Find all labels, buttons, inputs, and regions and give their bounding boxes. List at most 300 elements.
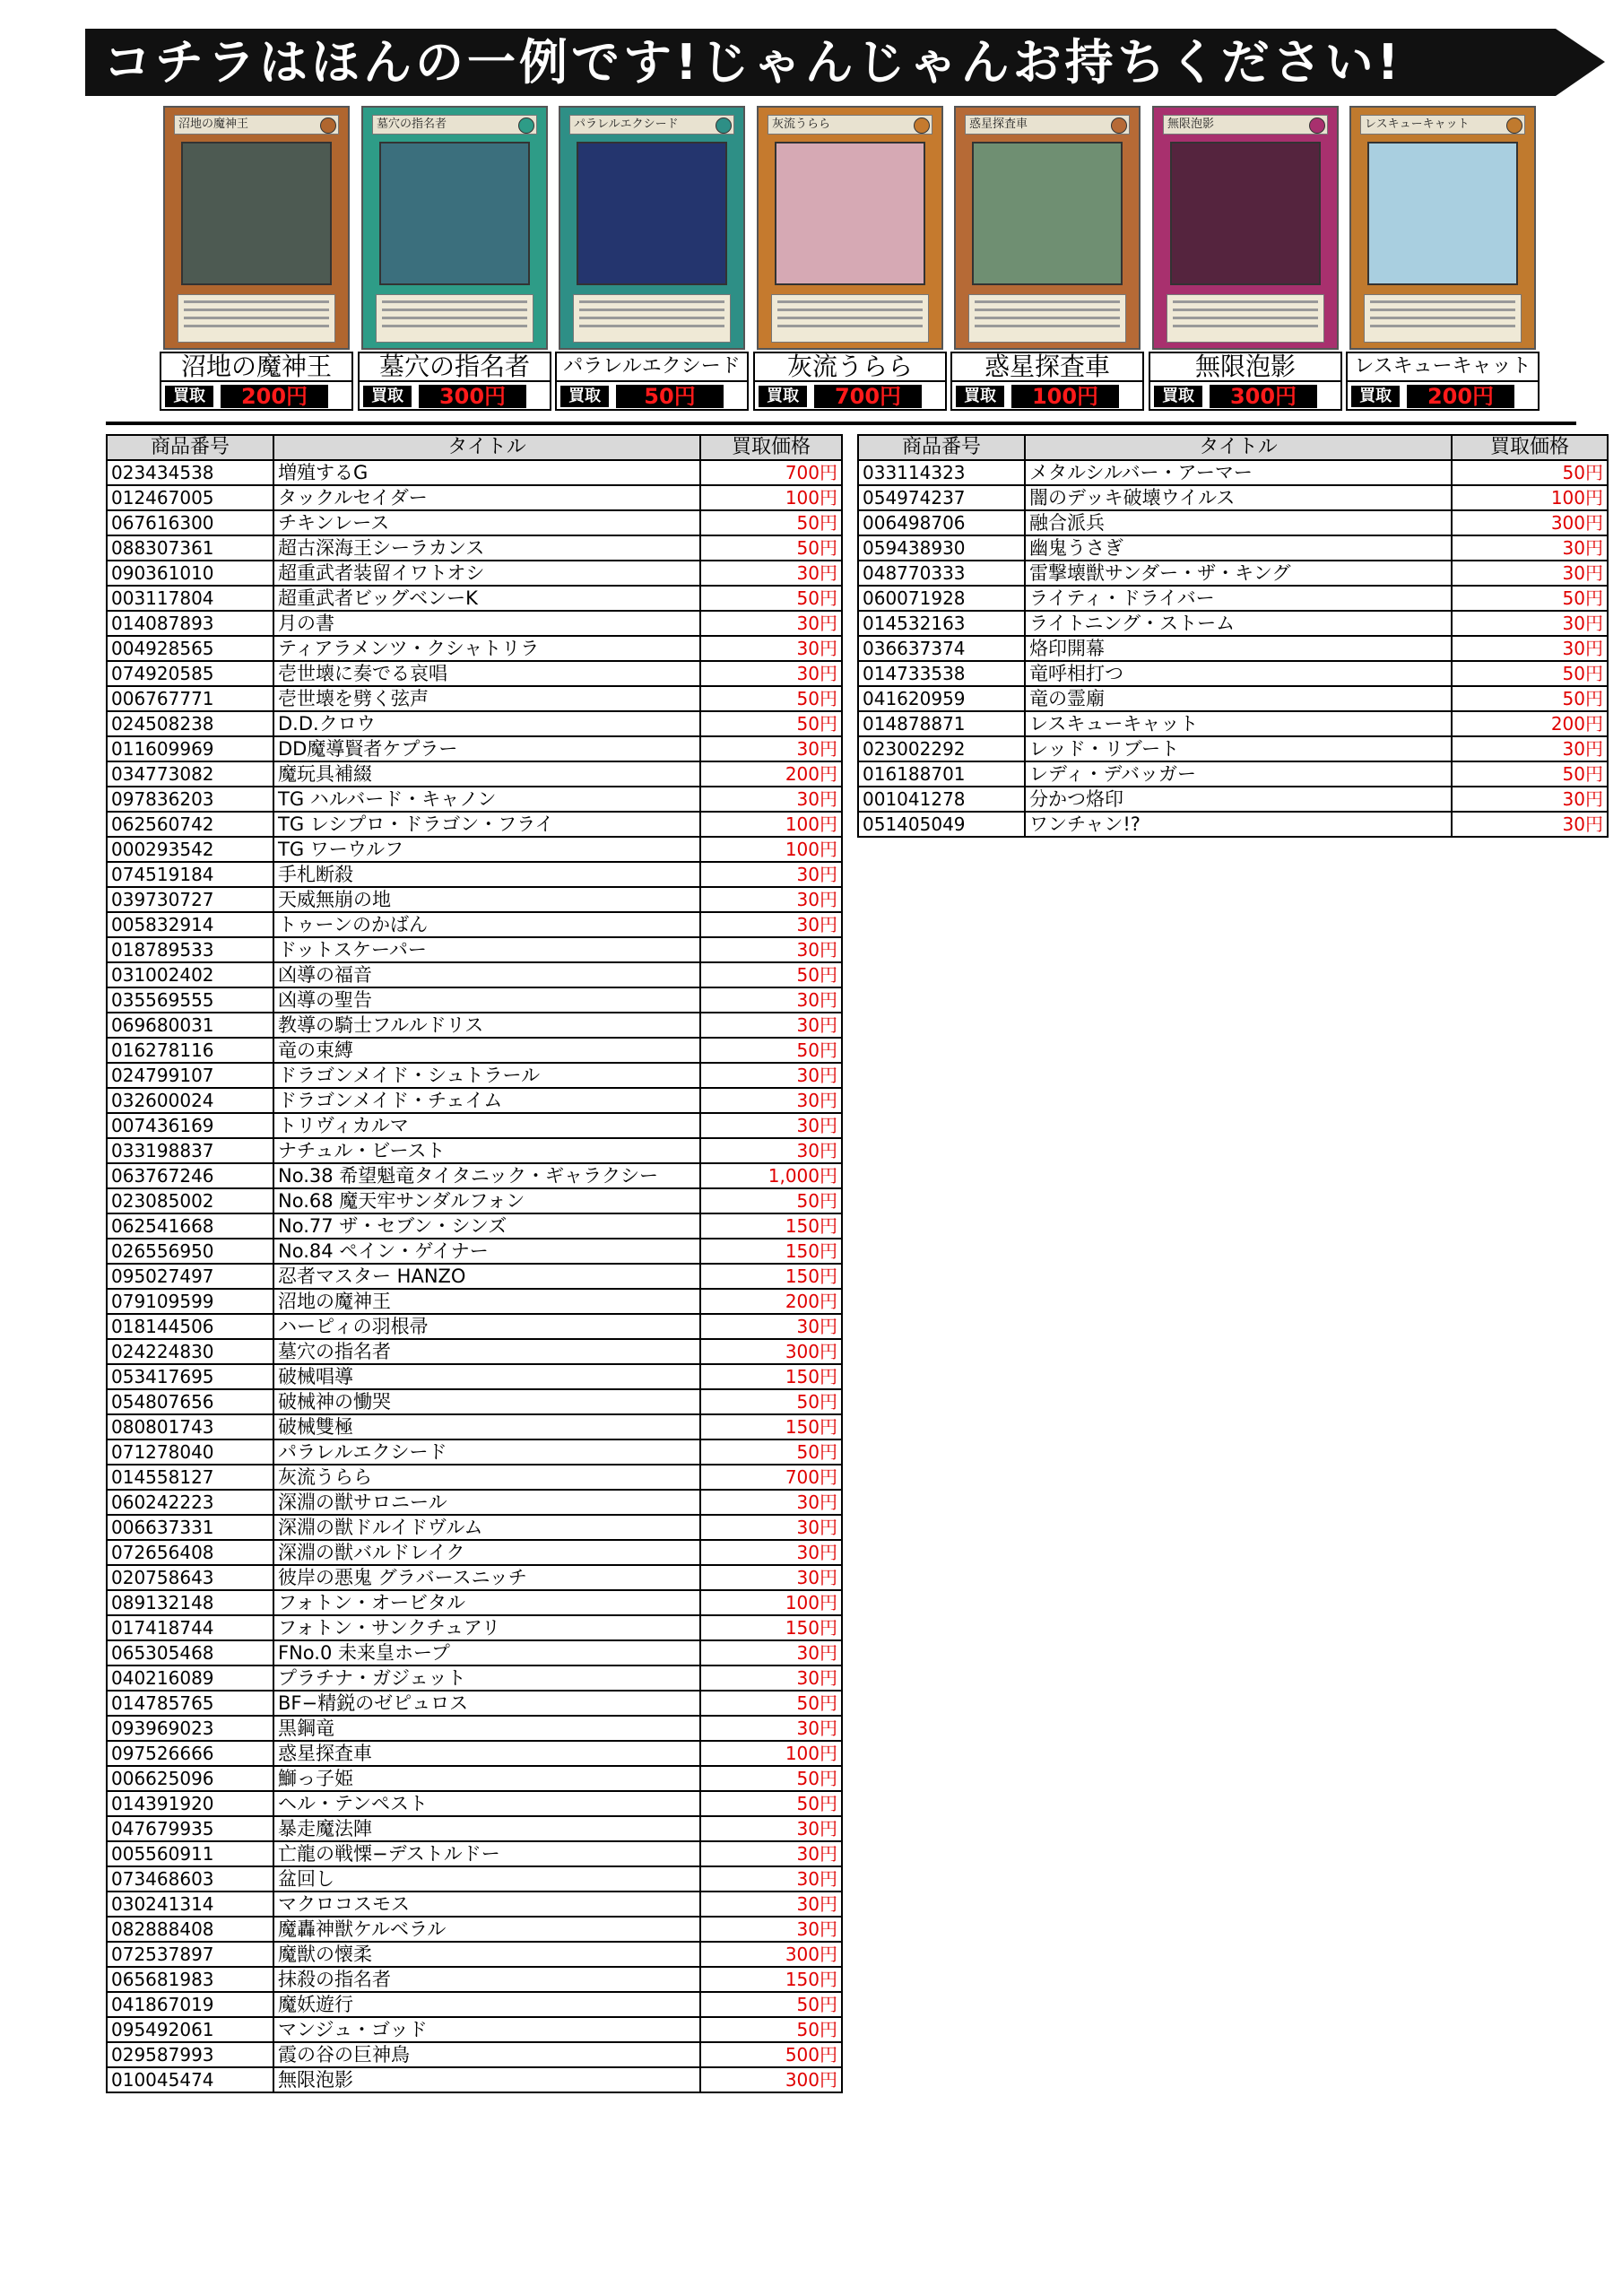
table-row [107,1691,842,1716]
product-title: 惑星探査車 [273,1741,700,1766]
product-title: トゥーンのかばん [273,912,700,937]
card-text-box [968,294,1126,343]
product-code: 010045474 [107,2067,273,2092]
product-code: 051405049 [858,812,1025,837]
product-code: 030241314 [107,1892,273,1917]
table-row [858,535,1608,561]
table-row [107,1113,842,1138]
product-code: 053417695 [107,1364,273,1389]
table-row [858,736,1608,761]
product-title: フォトン・オービタル [273,1590,700,1615]
table-row [107,586,842,611]
featured-card-price-row [950,380,1144,411]
buy-price: 30円 [1452,561,1608,586]
table-row [858,812,1608,837]
product-title: D.D.クロウ [273,711,700,736]
buy-price: 50円 [700,1766,842,1791]
table-row [107,1264,842,1289]
buy-price: 50円 [700,1038,842,1063]
buy-label: 買取 [1154,386,1202,407]
product-code: 054974237 [858,485,1025,510]
card-image [361,106,548,350]
product-code: 074920585 [107,661,273,686]
buy-price: 150円 [700,1213,842,1239]
buy-price: 300円 [700,2067,842,2092]
product-title: 抹殺の指名者 [273,1967,700,1992]
table-row [107,837,842,862]
buy-price: 150円 [700,1364,842,1389]
product-code: 014087893 [107,611,273,636]
price-label [419,385,526,408]
product-code: 004928565 [107,636,273,661]
product-title: 破械唱導 [273,1364,700,1389]
buy-price: 30円 [1452,535,1608,561]
table-header-row [858,435,1608,460]
featured-cards [160,106,1545,413]
table-row [107,1213,842,1239]
card-artwork [181,142,332,285]
product-title: 手札断殺 [273,862,700,887]
price-table-left [106,434,843,2093]
product-title: ティアラメンツ・クシャトリラ [273,636,700,661]
table-row [858,460,1608,485]
table-row [107,1188,842,1213]
product-title: 幽鬼うさぎ [1025,535,1452,561]
buy-price: 300円 [700,1942,842,1967]
buy-price: 50円 [1452,686,1608,711]
product-title: パラレルエクシード [273,1439,700,1465]
buy-price: 30円 [1452,636,1608,661]
card-artwork [1367,142,1518,285]
price-label [1210,385,1317,408]
attribute-icon [1506,117,1522,134]
product-title: 墓穴の指名者 [273,1339,700,1364]
buy-price: 30円 [700,1013,842,1038]
table-row [107,1540,842,1565]
featured-card [950,106,1144,413]
product-title: 凶導の福音 [273,962,700,987]
buy-price: 50円 [1452,761,1608,787]
product-title: ライティ・ドライバー [1025,586,1452,611]
product-code: 014733538 [858,661,1025,686]
product-title: BF−精鋭のゼピュロス [273,1691,700,1716]
product-code: 024508238 [107,711,273,736]
buy-price: 50円 [700,586,842,611]
product-title: 魔妖遊行 [273,1992,700,2017]
product-code: 079109599 [107,1289,273,1314]
card-image-name: 灰流うらら [768,115,932,135]
buy-price: 30円 [700,661,842,686]
featured-card-name: 墓穴の指名者 [358,352,551,382]
featured-card-price-row [358,380,551,411]
product-code: 033198837 [107,1138,273,1163]
buy-price: 30円 [700,611,842,636]
product-code: 006498706 [858,510,1025,535]
table-row [107,2017,842,2042]
price-label [1407,385,1514,408]
table-row [107,1239,842,1264]
product-code: 024799107 [107,1063,273,1088]
buy-price: 700円 [700,460,842,485]
product-code: 054807656 [107,1389,273,1414]
product-title: 融合派兵 [1025,510,1452,535]
buy-price: 30円 [1452,736,1608,761]
buy-price: 100円 [700,812,842,837]
featured-card-price-row [753,380,947,411]
buy-price: 100円 [700,1590,842,1615]
card-image-name: 無限泡影 [1163,115,1328,135]
product-title: 深淵の獣バルドレイク [273,1540,700,1565]
product-code: 082888408 [107,1917,273,1942]
buy-price: 300円 [700,1339,842,1364]
table-row [107,636,842,661]
product-title: 壱世壊に奏でる哀唱 [273,661,700,686]
price-value: 200円 [240,384,308,409]
card-text-box [1167,294,1324,343]
card-artwork [972,142,1123,285]
product-title: 超古深海王シーラカンス [273,535,700,561]
buy-price: 30円 [700,787,842,812]
product-title: ドットスケーパー [273,937,700,962]
table-row [858,787,1608,812]
product-title: TG ハルバード・キャノン [273,787,700,812]
product-title: 壱世壊を劈く弦声 [273,686,700,711]
buy-price: 100円 [700,485,842,510]
table-row [107,1892,842,1917]
card-image [954,106,1141,350]
featured-card [1149,106,1342,413]
buy-price: 50円 [700,1389,842,1414]
table-row [107,686,842,711]
product-title: ヘル・テンペスト [273,1791,700,1816]
product-code: 018144506 [107,1314,273,1339]
product-code: 095027497 [107,1264,273,1289]
table-row [107,1163,842,1188]
product-code: 033114323 [858,460,1025,485]
product-code: 023085002 [107,1188,273,1213]
buy-price: 30円 [700,1892,842,1917]
price-value: 700円 [834,384,902,409]
header-price: 買取価格 [700,435,842,460]
product-title: No.68 魔天牢サンダルフォン [273,1188,700,1213]
product-code: 007436169 [107,1113,273,1138]
featured-card-name: レスキューキャット [1346,352,1540,382]
buy-price: 30円 [700,1665,842,1691]
product-code: 097836203 [107,787,273,812]
buy-price: 30円 [700,736,842,761]
table-row [107,1791,842,1816]
product-title: ハーピィの羽根帚 [273,1314,700,1339]
buy-price: 150円 [700,1414,842,1439]
table-row [107,1992,842,2017]
table-row [107,1590,842,1615]
product-code: 032600024 [107,1088,273,1113]
table-row [107,661,842,686]
table-row [107,611,842,636]
table-row [107,887,842,912]
buy-price: 30円 [700,987,842,1013]
table-row [107,937,842,962]
featured-card-price-row [160,380,353,411]
table-row [107,1063,842,1088]
product-title: 深淵の獣ドルイドヴルム [273,1515,700,1540]
table-row [107,1942,842,1967]
buy-label: 買取 [363,386,412,407]
product-code: 000293542 [107,837,273,862]
buy-price: 50円 [700,1691,842,1716]
table-row [107,535,842,561]
buy-price: 30円 [700,1917,842,1942]
attribute-icon [1111,117,1127,134]
table-row [107,1866,842,1892]
product-code: 090361010 [107,561,273,586]
buy-price: 50円 [700,535,842,561]
buy-price: 50円 [700,1992,842,2017]
buy-price: 30円 [700,1515,842,1540]
buy-price: 50円 [700,711,842,736]
product-title: 魔轟神獣ケルベラル [273,1917,700,1942]
table-row [107,962,842,987]
buy-price: 30円 [700,937,842,962]
table-row [107,862,842,887]
card-image [1152,106,1339,350]
card-image [1349,106,1536,350]
buy-price: 30円 [700,1113,842,1138]
product-title: 増殖するG [273,460,700,485]
product-code: 097526666 [107,1741,273,1766]
product-title: 烙印開幕 [1025,636,1452,661]
buy-price: 150円 [700,1264,842,1289]
product-title: TG レシプロ・ドラゴン・フライ [273,812,700,837]
price-table-right [857,434,1609,838]
product-title: トリヴィカルマ [273,1113,700,1138]
table-row [107,1439,842,1465]
product-code: 014532163 [858,611,1025,636]
table-row [107,1364,842,1389]
card-image-name: 沼地の魔神王 [174,115,339,135]
featured-card [358,106,551,413]
product-title: 破械神の慟哭 [273,1389,700,1414]
buy-price: 150円 [700,1967,842,1992]
table-row [107,460,842,485]
table-row [858,611,1608,636]
table-row [858,686,1608,711]
card-text-box [178,294,335,343]
product-code: 039730727 [107,887,273,912]
product-code: 067616300 [107,510,273,535]
product-code: 005560911 [107,1841,273,1866]
table-row [107,2067,842,2092]
buy-label: 買取 [560,386,609,407]
table-row [107,561,842,586]
product-title: No.38 希望魁竜タイタニック・ギャラクシー [273,1163,700,1188]
table-row [107,1465,842,1490]
price-label [1011,385,1119,408]
product-code: 065681983 [107,1967,273,1992]
featured-card-name: パラレルエクシード [555,352,749,382]
card-text-box [573,294,731,343]
buy-price: 30円 [700,1640,842,1665]
product-code: 014878871 [858,711,1025,736]
buy-price: 30円 [700,1841,842,1866]
buy-price: 100円 [1452,485,1608,510]
card-image [559,106,745,350]
table-row [107,1665,842,1691]
product-title: マンジュ・ゴッド [273,2017,700,2042]
product-title: 灰流うらら [273,1465,700,1490]
product-title: 雷撃壊獣サンダー・ザ・キング [1025,561,1452,586]
product-title: 沼地の魔神王 [273,1289,700,1314]
card-artwork [577,142,727,285]
header-title: タイトル [1025,435,1452,460]
product-code: 016188701 [858,761,1025,787]
table-row [107,787,842,812]
product-code: 003117804 [107,586,273,611]
table-row [107,1515,842,1540]
product-title: 盆回し [273,1866,700,1892]
price-value: 300円 [438,384,507,409]
product-title: レッド・リブート [1025,736,1452,761]
attribute-icon [914,117,930,134]
buy-price: 50円 [700,962,842,987]
product-title: FNo.0 未来皇ホープ [273,1640,700,1665]
product-title: 月の書 [273,611,700,636]
table-row [107,1565,842,1590]
product-code: 047679935 [107,1816,273,1841]
product-title: 破械雙極 [273,1414,700,1439]
product-title: 教導の騎士フルルドリス [273,1013,700,1038]
product-title: タックルセイダー [273,485,700,510]
product-code: 069680031 [107,1013,273,1038]
product-title: プラチナ・ガジェット [273,1665,700,1691]
product-title: No.77 ザ・セブン・シンズ [273,1213,700,1239]
table-row [107,1766,842,1791]
price-value: 50円 [644,384,696,409]
product-title: TG ワーウルフ [273,837,700,862]
table-row [107,1013,842,1038]
product-code: 060071928 [858,586,1025,611]
product-title: ドラゴンメイド・チェイム [273,1088,700,1113]
product-code: 071278040 [107,1439,273,1465]
table-row [107,736,842,761]
table-row [107,1339,842,1364]
buy-label: 買取 [759,386,807,407]
buy-price: 30円 [700,1314,842,1339]
product-title: 無限泡影 [273,2067,700,2092]
card-text-box [1364,294,1522,343]
product-code: 029587993 [107,2042,273,2067]
product-code: 041620959 [858,686,1025,711]
buy-price: 30円 [700,1490,842,1515]
table-row [858,561,1608,586]
product-title: チキンレース [273,510,700,535]
product-code: 036637374 [858,636,1025,661]
table-row [107,1917,842,1942]
featured-card-price-row [1346,380,1540,411]
banner-text: コチラはほんの一例です!じゃんじゃんお持ちください! [103,34,1403,91]
card-image-name: パラレルエクシード [569,115,734,135]
table-row [858,636,1608,661]
product-title: No.84 ペイン・ゲイナー [273,1239,700,1264]
product-code: 014391920 [107,1791,273,1816]
price-label [221,385,328,408]
product-title: 竜の束縛 [273,1038,700,1063]
product-code: 073468603 [107,1866,273,1892]
table-row [107,1841,842,1866]
header-code: 商品番号 [107,435,273,460]
table-row [107,1414,842,1439]
price-value: 200円 [1427,384,1495,409]
product-code: 001041278 [858,787,1025,812]
product-code: 016278116 [107,1038,273,1063]
divider [106,422,1576,425]
buy-price: 50円 [700,1188,842,1213]
featured-card-name: 灰流うらら [753,352,947,382]
card-image-name: 惑星探査車 [965,115,1130,135]
table-row [107,1289,842,1314]
featured-card [160,106,353,413]
product-code: 063767246 [107,1163,273,1188]
buy-price: 200円 [700,761,842,787]
product-code: 006637331 [107,1515,273,1540]
product-code: 041867019 [107,1992,273,2017]
buy-price: 100円 [700,837,842,862]
buy-price: 300円 [1452,510,1608,535]
product-code: 024224830 [107,1339,273,1364]
buy-price: 30円 [700,1866,842,1892]
table-row [858,711,1608,736]
buy-price: 200円 [1452,711,1608,736]
card-image [163,106,350,350]
product-code: 048770333 [858,561,1025,586]
buy-price: 500円 [700,2042,842,2067]
product-code: 062560742 [107,812,273,837]
buy-price: 30円 [1452,812,1608,837]
product-code: 014558127 [107,1465,273,1490]
buy-price: 30円 [1452,611,1608,636]
price-label [814,385,922,408]
table-row [107,1038,842,1063]
featured-card [1346,106,1540,413]
product-code: 035569555 [107,987,273,1013]
product-code: 059438930 [858,535,1025,561]
product-title: メタルシルバー・アーマー [1025,460,1452,485]
product-code: 018789533 [107,937,273,962]
buy-label: 買取 [165,386,213,407]
buy-price: 30円 [700,912,842,937]
table-row [107,1967,842,1992]
table-row [107,912,842,937]
table-row [107,812,842,837]
card-image-name: レスキューキャット [1360,115,1525,135]
product-title: フォトン・サンクチュアリ [273,1615,700,1640]
attribute-icon [716,117,732,134]
product-code: 014785765 [107,1691,273,1716]
product-code: 012467005 [107,485,273,510]
attribute-icon [518,117,534,134]
attribute-icon [1309,117,1325,134]
table-row [107,1138,842,1163]
table-row [858,661,1608,686]
card-artwork [1170,142,1321,285]
buy-price: 50円 [1452,586,1608,611]
table-header-row [107,435,842,460]
banner [85,29,1605,96]
product-title: ライトニング・ストーム [1025,611,1452,636]
buy-price: 30円 [700,862,842,887]
table-row [107,510,842,535]
product-title: ワンチャン!? [1025,812,1452,837]
